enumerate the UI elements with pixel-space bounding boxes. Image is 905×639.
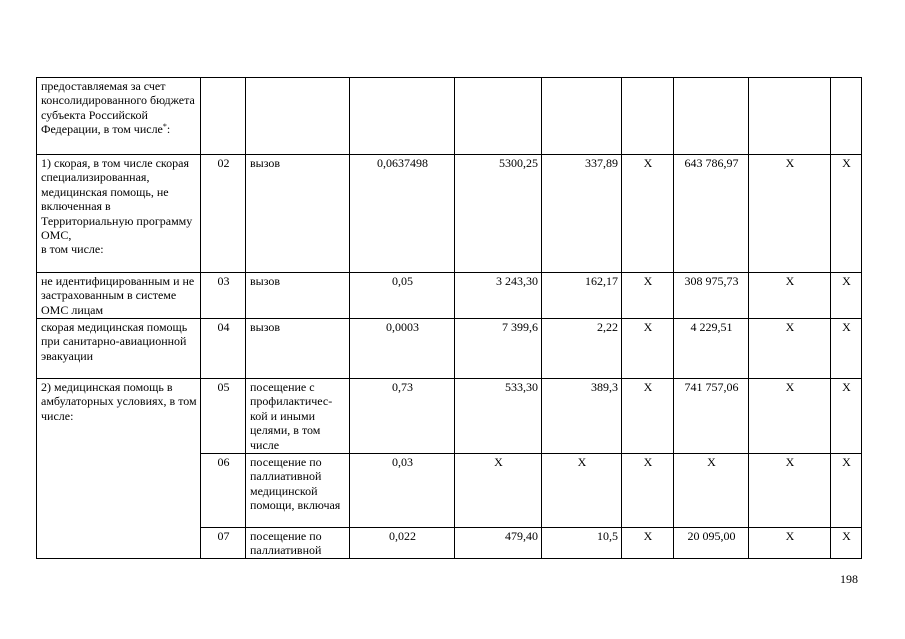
value-cell: X <box>674 454 749 528</box>
row-name-cell: скорая медицинская помощь при санитарно-авиационной эвакуации <box>37 319 201 379</box>
table-row <box>37 379 862 454</box>
value-cell: X <box>831 454 862 528</box>
value-cell <box>622 78 674 155</box>
value-cell: X <box>831 155 862 273</box>
code-cell: 03 <box>201 273 246 319</box>
value-cell: X <box>542 454 622 528</box>
value-cell: 0,0003 <box>350 319 455 379</box>
value-cell: 20 095,00 <box>674 528 749 559</box>
value-cell: 2,22 <box>542 319 622 379</box>
value-cell: X <box>749 155 831 273</box>
code-cell: 02 <box>201 155 246 273</box>
value-cell: X <box>831 319 862 379</box>
page-number: 198 <box>840 572 858 586</box>
data-table <box>36 77 862 559</box>
table-row <box>37 319 862 379</box>
value-cell: X <box>622 319 674 379</box>
value-cell <box>350 78 455 155</box>
row-name-cell: не идентифицированным и не застрахованным в системе ОМС лицам <box>37 273 201 319</box>
value-cell: 5300,25 <box>455 155 542 273</box>
value-cell: X <box>749 273 831 319</box>
value-cell <box>831 78 862 155</box>
value-cell: 741 757,06 <box>674 379 749 454</box>
value-cell: 0,0637498 <box>350 155 455 273</box>
value-cell: X <box>749 319 831 379</box>
value-cell: 10,5 <box>542 528 622 559</box>
row-name-cell: 2) медицинская помощь в амбулаторных условиях, в том числе: <box>37 379 201 559</box>
value-cell: 479,40 <box>455 528 542 559</box>
code-cell: 07 <box>201 528 246 559</box>
row-name-cell: предоставляемая за счет консолидированного бюджета субъекта Российской Федерации, в том числе*: <box>37 78 201 155</box>
unit-cell <box>246 78 350 155</box>
value-cell: X <box>831 379 862 454</box>
value-cell: 3 243,30 <box>455 273 542 319</box>
table-row <box>37 155 862 273</box>
value-cell <box>674 78 749 155</box>
code-cell: 04 <box>201 319 246 379</box>
value-cell: X <box>622 528 674 559</box>
value-cell: X <box>749 454 831 528</box>
value-cell: 533,30 <box>455 379 542 454</box>
table-row <box>37 78 862 155</box>
value-cell: 0,05 <box>350 273 455 319</box>
code-cell: 05 <box>201 379 246 454</box>
unit-cell: посещение по паллиативной <box>246 528 350 559</box>
value-cell: 4 229,51 <box>674 319 749 379</box>
value-cell <box>542 78 622 155</box>
code-cell <box>201 78 246 155</box>
value-cell: X <box>831 528 862 559</box>
value-cell: X <box>622 273 674 319</box>
value-cell: 308 975,73 <box>674 273 749 319</box>
value-cell: 0,03 <box>350 454 455 528</box>
value-cell: X <box>749 379 831 454</box>
unit-cell: посещение по паллиативной медицинской помощи, включая <box>246 454 350 528</box>
unit-cell: посещение с профилактичес-кой и иными целями, в том числе <box>246 379 350 454</box>
value-cell: 0,73 <box>350 379 455 454</box>
value-cell <box>455 78 542 155</box>
row-name-cell: 1) скорая, в том числе скорая специализированная, медицинская помощь, не включенная в Территориальную программу ОМС, в том числе: <box>37 155 201 273</box>
value-cell: 0,022 <box>350 528 455 559</box>
unit-cell: вызов <box>246 273 350 319</box>
value-cell: 7 399,6 <box>455 319 542 379</box>
value-cell: 337,89 <box>542 155 622 273</box>
value-cell: X <box>749 528 831 559</box>
value-cell: 162,17 <box>542 273 622 319</box>
unit-cell: вызов <box>246 319 350 379</box>
value-cell <box>749 78 831 155</box>
table-row <box>37 273 862 319</box>
value-cell: X <box>622 379 674 454</box>
value-cell: X <box>831 273 862 319</box>
unit-cell: вызов <box>246 155 350 273</box>
code-cell: 06 <box>201 454 246 528</box>
value-cell: 643 786,97 <box>674 155 749 273</box>
footnote-marker: * <box>162 122 167 132</box>
value-cell: 389,3 <box>542 379 622 454</box>
value-cell: X <box>622 454 674 528</box>
value-cell: X <box>455 454 542 528</box>
value-cell: X <box>622 155 674 273</box>
